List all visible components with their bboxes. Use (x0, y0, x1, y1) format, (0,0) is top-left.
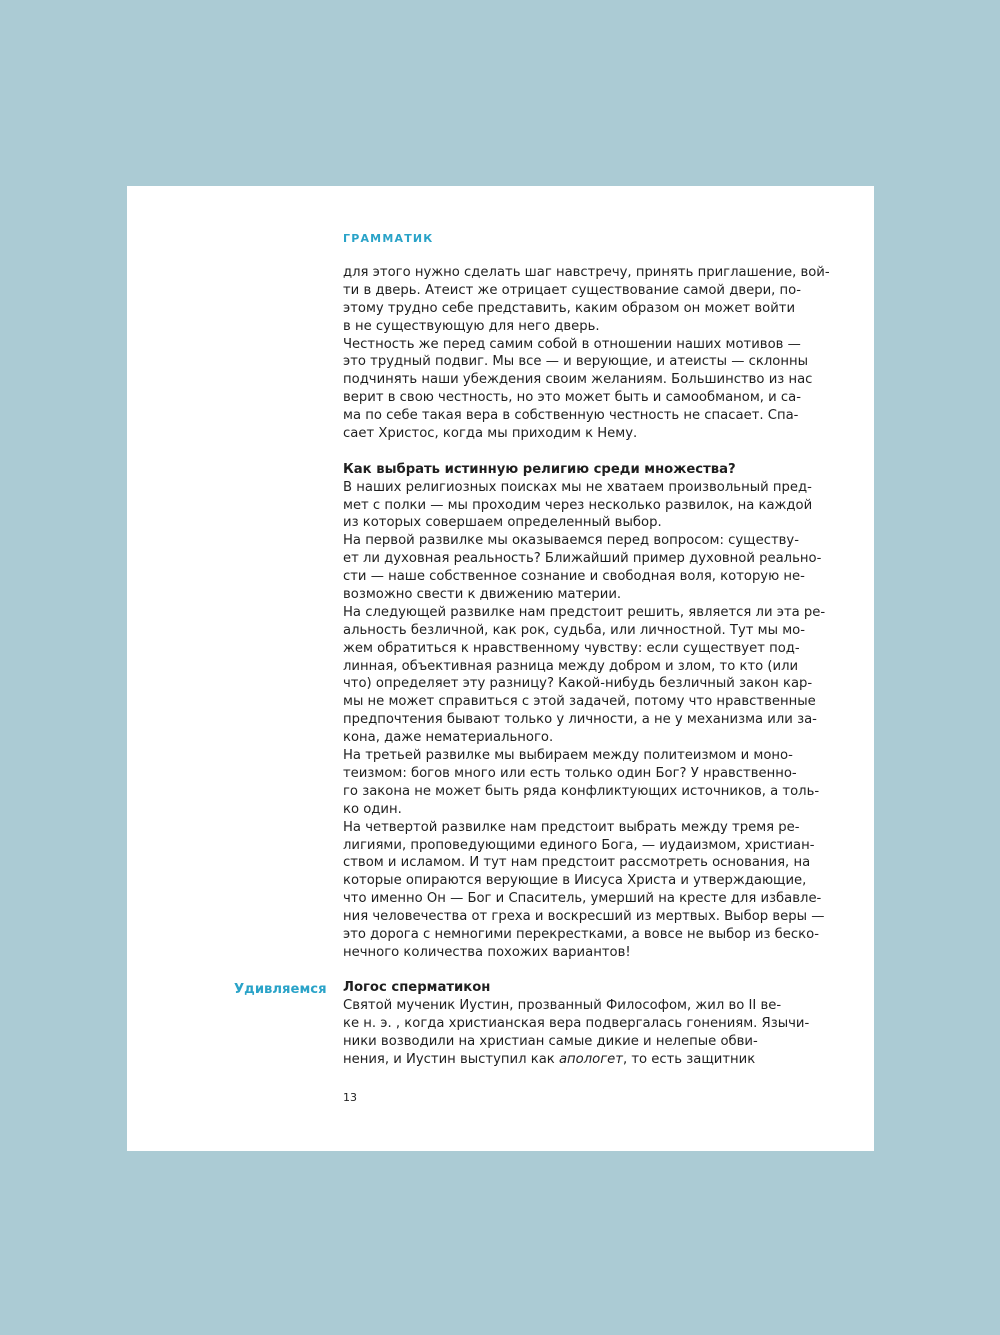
section-text-block (343, 979, 815, 1068)
text-line: альность безличной, как рок, судьба, или личностной. Тут мы мо- (343, 622, 805, 638)
text-line: верит в свою честность, но это может быть и самообманом, и са- (343, 390, 802, 406)
text-line: это трудный подвиг. Мы все — и верующие, и атеисты — склонны (343, 354, 809, 370)
text-line: которые опираются верующие в Иисуса Христа и утверждающие, (343, 873, 807, 889)
text-line: Честность же перед самим собой в отношении наших мотивов — (343, 336, 801, 352)
text-line: ма по себе такая вера в собственную честность не спасает. Спа- (343, 408, 799, 424)
text-line: ники возводили на христиан самые дикие и нелепые обви- (343, 1033, 758, 1049)
text-line: лигиями, проповедующими единого Бога, — иудаизмом, христиан- (343, 837, 815, 853)
text-line: из которых совершаем определенный выбор. (343, 515, 662, 531)
text-line: На следующей развилке нам предстоит решить, является ли эта ре- (343, 604, 826, 620)
text-line: ния человечества от греха и воскресший из мертвых. Выбор веры — (343, 909, 825, 925)
running-header: ГРАММАТИК (343, 232, 434, 245)
text-line: сти — наше собственное сознание и свободная воля, которую не- (343, 569, 805, 585)
text-line: На третьей развилке мы выбираем между политеизмом и моно- (343, 748, 793, 764)
main-text-block (343, 264, 830, 962)
text-line: мет с полки — мы проходим через несколько развилок, на каждой (343, 497, 813, 513)
text-line: ке н. э. , когда христианская вера подвергалась гонениям. Язычи- (343, 1015, 810, 1031)
text-line: В наших религиозных поисках мы не хватаем произвольный пред- (343, 479, 812, 495)
text-line: что) определяет эту разницу? Какой-нибудь безличный закон кар- (343, 676, 813, 692)
text-line: подчинять наши убеждения своим желаниям. Большинство из нас (343, 372, 813, 388)
text-line: мы не может справиться с этой задачей, потому что нравственные (343, 694, 816, 710)
section-heading: Логос сперматикон (343, 980, 491, 995)
text-line: сает Христос, когда мы приходим к Нему. (343, 426, 638, 442)
text-line: На первой развилке мы оказываемся перед вопросом: существу- (343, 533, 799, 549)
page-number: 13 (343, 1091, 357, 1104)
text-line: предпочтения бывают только у личности, а не у механизма или за- (343, 712, 817, 728)
text-line: нения, и Иустин выступил как апологет, то есть защитник (343, 1051, 756, 1067)
text-line: го закона не может быть ряда конфликтующих источников, а толь- (343, 783, 820, 799)
text-line: линная, объективная разница между добром и злом, то кто (или (343, 658, 799, 674)
text-line: это дорога с немногими перекрестками, а вовсе не выбор из беско- (343, 926, 819, 942)
italic-term: апологет (558, 1051, 623, 1067)
document-page (127, 186, 874, 1151)
text-line: возможно свести к движению материи. (343, 587, 622, 603)
text-line: ет ли духовная реальность? Ближайший пример духовной реально- (343, 551, 822, 567)
text-tail: , то есть защитник (622, 1051, 756, 1067)
text-line: Святой мученик Иустин, прозванный Философом, жил во II ве- (343, 997, 782, 1013)
text-line: ко один. (343, 801, 402, 817)
text-line: теизмом: богов много или есть только один Бог? У нравственно- (343, 765, 797, 781)
paragraph-gap (343, 443, 815, 461)
text-line: нечного количества похожих вариантов! (343, 944, 631, 960)
text-line: этому трудно себе представить, каким образом он может войти (343, 300, 796, 316)
text-line: что именно Он — Бог и Спаситель, умерший на кресте для избавле- (343, 891, 822, 907)
text-line: для этого нужно сделать шаг навстречу, принять приглашение, вой- (343, 265, 830, 280)
section-heading: Как выбрать истинную религию среди множества? (343, 461, 736, 477)
text-line: ством и исламом. И тут нам предстоит рассмотреть основания, на (343, 855, 811, 871)
text-line: ти в дверь. Атеист же отрицает существование самой двери, по- (343, 282, 801, 298)
text-line: На четвертой развилке нам предстоит выбрать между тремя ре- (343, 819, 800, 835)
text-line: кона, даже нематериального. (343, 730, 554, 746)
sidebar-section-label: Удивляемся (234, 982, 327, 997)
text-line: в не существующую для него дверь. (343, 318, 600, 334)
text-line: жем обратиться к нравственному чувству: если существует под- (343, 640, 800, 656)
